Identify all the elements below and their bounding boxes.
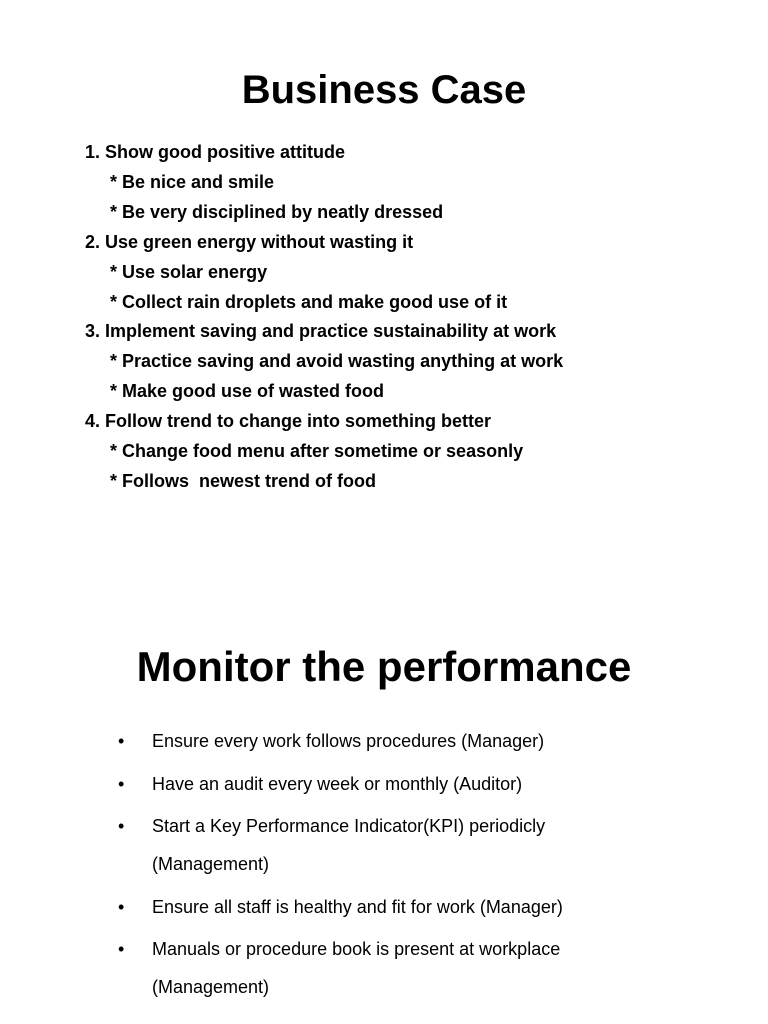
slide-monitor-performance [0,560,768,1024]
sub-list [85,437,563,497]
bullet-text: Ensure all staff is healthy and fit for work (Manager) [152,896,563,917]
list-item-label: 2. Use green energy without wasting it [85,231,414,252]
sub-item: * Make good use of wasted food [110,381,385,402]
bullet-icon: • [118,939,125,959]
bullet-icon: • [118,896,125,917]
sub-list [85,347,563,407]
list-item [85,228,563,318]
bullet-icon: • [118,731,125,751]
slide-title: Business Case [241,68,527,112]
list-item [118,722,598,760]
sub-item: * Follows newest trend of food [110,470,377,491]
list-item-label: 1. Show good positive attitude [85,142,346,162]
list-item-label: 3. Implement saving and practice sustainability at work [85,321,557,342]
list-item [118,807,598,883]
sub-item: * Use solar energy [110,261,268,282]
sub-item: * Change food menu after sometime or seasonly [110,441,524,462]
list-item-label: 4. Follow trend to change into something better [85,411,492,432]
business-case-list [85,138,563,497]
sub-item: * Collect rain droplets and make good use of it [110,291,508,312]
bullet-icon: • [118,773,125,794]
performance-bullet-list [118,722,598,1011]
list-item [85,407,563,497]
list-item [85,317,563,407]
bullet-text: Have an audit every week or monthly (Auditor) [152,773,523,794]
list-item [85,138,563,228]
sub-item: * Practice saving and avoid wasting anything at work [110,351,564,372]
sub-list [85,168,563,228]
slide-title: Monitor the performance [136,643,632,690]
list-item [118,888,598,926]
bullet-text: Start a Key Performance Indicator(KPI) periodicly (Management) [152,816,546,874]
sub-list [85,258,563,318]
sub-item: * Be very disciplined by neatly dressed [110,201,444,222]
sub-item: * Be nice and smile [110,171,275,192]
bullet-icon: • [118,816,125,836]
list-item [118,930,598,1006]
list-item [118,765,598,803]
bullet-text: Manuals or procedure book is present at workplace (Management) [152,939,561,997]
bullet-text: Ensure every work follows procedures (Manager) [152,731,545,751]
